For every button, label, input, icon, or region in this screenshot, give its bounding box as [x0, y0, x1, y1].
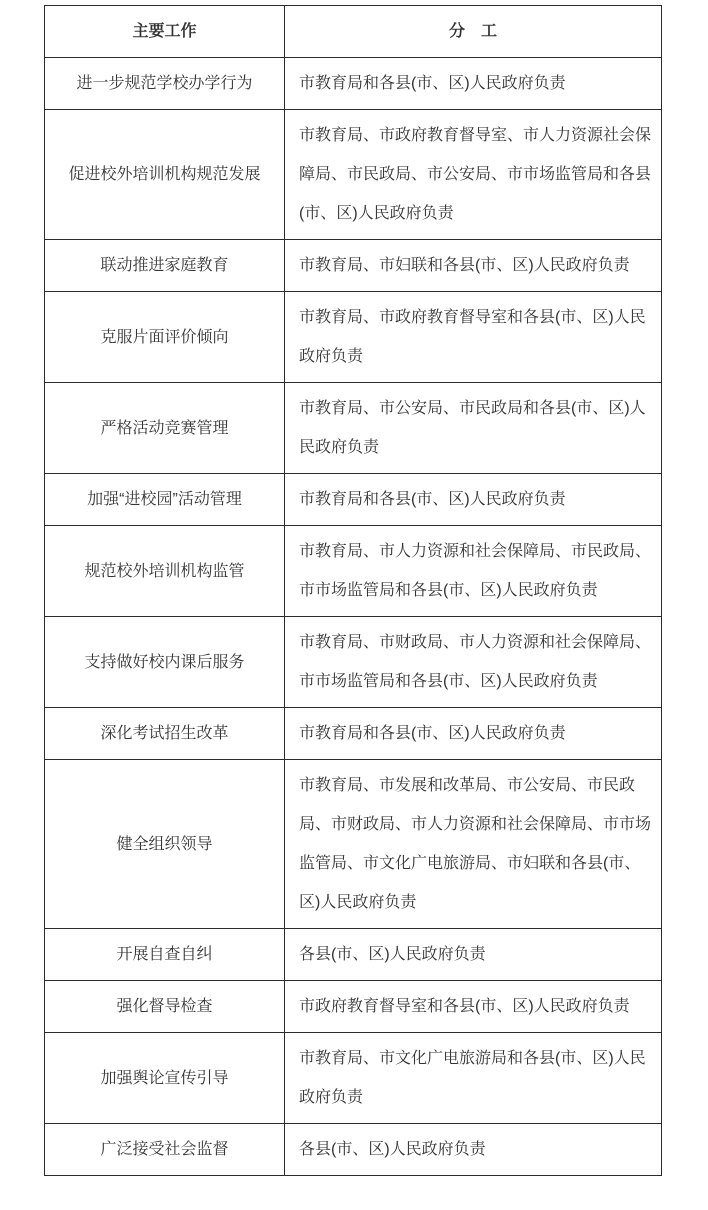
assignment-cell: 市教育局、市妇联和各县(市、区)人民政府负责 — [285, 240, 662, 292]
table-row — [45, 760, 662, 929]
table-row — [45, 1033, 662, 1124]
assignment-cell: 市教育局和各县(市、区)人民政府负责 — [285, 58, 662, 110]
assignment-cell: 市教育局、市财政局、市人力资源和社会保障局、市市场监管局和各县(市、区)人民政府负责 — [285, 617, 662, 708]
table-row — [45, 110, 662, 240]
header-division: 分 工 — [285, 6, 662, 58]
task-cell: 健全组织领导 — [45, 760, 285, 929]
table-row — [45, 981, 662, 1033]
task-cell: 规范校外培训机构监管 — [45, 526, 285, 617]
table-row — [45, 708, 662, 760]
task-cell: 加强“进校园”活动管理 — [45, 474, 285, 526]
task-cell: 强化督导检查 — [45, 981, 285, 1033]
assignment-cell: 市教育局和各县(市、区)人民政府负责 — [285, 474, 662, 526]
table-row — [45, 240, 662, 292]
assignment-cell: 市教育局、市文化广电旅游局和各县(市、区)人民政府负责 — [285, 1033, 662, 1124]
table-row — [45, 1124, 662, 1176]
task-cell: 进一步规范学校办学行为 — [45, 58, 285, 110]
task-cell: 克服片面评价倾向 — [45, 292, 285, 383]
task-cell: 支持做好校内课后服务 — [45, 617, 285, 708]
task-cell: 促进校外培训机构规范发展 — [45, 110, 285, 240]
assignment-cell: 市教育局、市人力资源和社会保障局、市民政局、市市场监管局和各县(市、区)人民政府负责 — [285, 526, 662, 617]
header-row — [45, 6, 662, 58]
assignment-cell: 市教育局和各县(市、区)人民政府负责 — [285, 708, 662, 760]
assignment-cell: 各县(市、区)人民政府负责 — [285, 929, 662, 981]
task-cell: 严格活动竞赛管理 — [45, 383, 285, 474]
assignment-cell: 各县(市、区)人民政府负责 — [285, 1124, 662, 1176]
table-row — [45, 58, 662, 110]
assignment-cell: 市政府教育督导室和各县(市、区)人民政府负责 — [285, 981, 662, 1033]
assignment-cell: 市教育局、市公安局、市民政局和各县(市、区)人民政府负责 — [285, 383, 662, 474]
assignment-cell: 市教育局、市政府教育督导室、市人力资源社会保障局、市民政局、市公安局、市市场监管局和各县(市、区)人民政府负责 — [285, 110, 662, 240]
table-header — [45, 6, 662, 58]
task-cell: 开展自查自纠 — [45, 929, 285, 981]
responsibility-table — [44, 5, 662, 1176]
table-row — [45, 292, 662, 383]
table-row — [45, 526, 662, 617]
table-row — [45, 383, 662, 474]
table-row — [45, 929, 662, 981]
task-cell: 加强舆论宣传引导 — [45, 1033, 285, 1124]
assignment-cell: 市教育局、市发展和改革局、市公安局、市民政局、市财政局、市人力资源和社会保障局、市市场监管局、市文化广电旅游局、市妇联和各县(市、区)人民政府负责 — [285, 760, 662, 929]
table-body — [45, 58, 662, 1176]
header-main-work: 主要工作 — [45, 6, 285, 58]
task-cell: 联动推进家庭教育 — [45, 240, 285, 292]
table-row — [45, 617, 662, 708]
assignment-cell: 市教育局、市政府教育督导室和各县(市、区)人民政府负责 — [285, 292, 662, 383]
task-cell: 深化考试招生改革 — [45, 708, 285, 760]
task-cell: 广泛接受社会监督 — [45, 1124, 285, 1176]
table-row — [45, 474, 662, 526]
